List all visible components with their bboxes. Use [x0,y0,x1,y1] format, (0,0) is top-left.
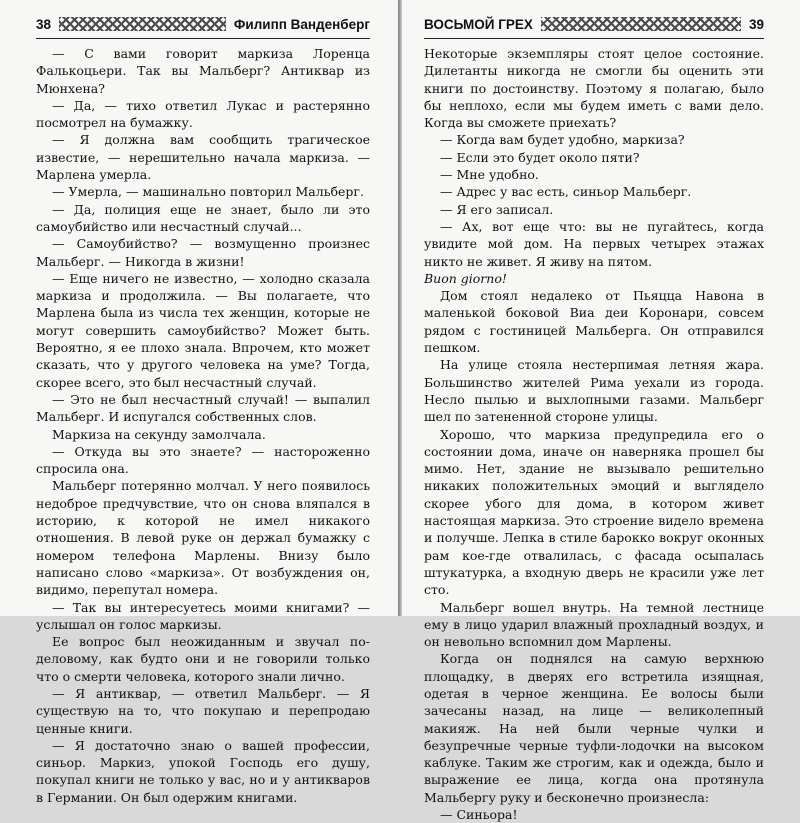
paragraph: — Я его записал. [440,201,554,217]
left-page [0,0,398,805]
paragraph: — Это не был несчастный случай! — выпалил Мальберг. И испугался собственных слов. [36,391,370,425]
paragraph: Хорошо, что маркиза предупредила его о состоянии дома, иначе он наверняка прошел бы мимо. Нет, здание не вызывало решительно никаких положительных эмоций и выглядело скорее убого для дома, в котором живет настоящая маркиза. Это строение видело времена и получше. Лепка в стиле барокко вокруг оконных рам кое-где отвалилась, с фасада осыпалась штукатурка, а входную дверь не красили уже лет сто. [424,426,764,598]
paragraph: Мальберг потерянно молчал. У него появилось недоброе предчувствие, что он снова вляпался в историю, к которой не имел никакого отношения. В левой руке он держал бумажку с номером телефона Марлены. Внизу было написано слово «маркиза». От возбуждения он, видимо, перепутал номера. [36,478,370,598]
left-page-number: 38 [36,16,52,32]
left-header-ornament [59,17,226,31]
left-running-header [36,10,370,39]
paragraph: — Я достаточно знаю о вашей профессии, синьор. Маркиз, упокой Господь его душу, покупал книги не только у вас, но и у антикваров в Германии. Он был одержим книгами. [36,737,370,805]
paragraph: На улице стояла нестерпимая летняя жара. Большинство жителей Рима уехали из города. Несло пылью и выхлопными газами. Мальберг шел по затененной стороне улицы. [424,357,764,425]
right-page [402,0,800,823]
paragraph: — Да, — тихо ответил Лукас и растерянно посмотрел на бумажку. [36,97,370,131]
paragraph: Buon giorno! [424,270,507,286]
paragraph: — Самоубийство? — возмущенно произнес Мальберг. — Никогда в жизни! [36,236,370,269]
paragraph: — Когда вам будет удобно, маркиза? [440,132,685,148]
right-page-number: 39 [748,16,764,32]
right-running-head: ВОСЬМОЙ ГРЕХ [424,16,533,32]
paragraph: Когда он поднялся на самую верхнюю площадку, в дверях его встретила изящная, одетая в черное женщина. Ее волосы были зачесаны назад, на лице — великолепный макияж. На ней были черные чулки и безупречные черные туфли-лодочки на высоком каблуке. Таким же строгим, как и одежда, было и выражение ее лица, когда она протянула Мальбергу руку и бесконечно произнесла: [424,651,764,805]
paragraph: — Так вы интересуетесь моими книгами? — услышал он голос маркизы. [36,599,370,632]
paragraph: — Еще ничего не известно, — холодно сказала маркиза и продолжила. — Вы полагаете, что Марлена была из числа тех женщин, которые не могут совершить самоубийство? Может быть. Вероятно, я ее плохо знала. Впрочем, кто может сказать, что у другого человека на уме? Тогда, скорее всего, это был несчастный случай. [36,270,370,390]
paragraph: Маркиза на секунду замолчала. [52,426,266,442]
paragraph: — Мне удобно. [440,167,539,183]
paragraph: — С вами говорит маркиза Лоренца Фалькоцьери. Так вы Мальберг? Антиквар из Мюнхена? [36,46,370,96]
paragraph: Мальберг вошел внутрь. На темной лестнице ему в лицо ударил влажный прохладный воздух, и он невольно вспомнил дом Марлены. [424,599,764,650]
paragraph: — Я антиквар, — ответил Мальберг. — Я существую на то, что покупаю и перепродаю ценные книги. [36,685,370,736]
paragraph: — Адрес у вас есть, синьор Мальберг. [440,184,692,200]
right-running-header [424,10,764,39]
right-header-ornament [541,17,741,31]
paragraph: — Откуда вы это знаете? — настороженно спросила она. [36,443,370,477]
paragraph: — Ах, вот еще что: вы не пугайтесь, когда увидите мой дом. На первых четырех этажах никто не живет. Я живу на пятом. [424,218,764,269]
paragraph: Ее вопрос был неожиданным и звучал по-деловому, как будто они и не говорили только что о смерти человека, которого знали лично. [36,634,370,684]
paragraph: — Я должна вам сообщить трагическое известие, — нерешительно начала маркиза. — Марлена умерла. [36,132,370,183]
paragraph: — Если это будет около пяти? [440,149,640,165]
right-body-text [424,45,764,823]
paragraph: Некоторые экземпляры стоят целое состояние. Дилетанты никогда не смогли бы оценить эти книги по достоинству. Поэтому я полагаю, было бы неплохо, если мы будем иметь с вами дело. Когда вы сможете приехать? [424,46,764,131]
left-running-head: Филипп Ванденберг [233,16,370,32]
paragraph: — Умерла, — машинально повторил Мальберг. [52,184,364,200]
left-body-text [36,45,370,806]
paragraph: — Да, полиция еще не знает, было ли это самоубийство или несчастный случай... [36,201,370,234]
paragraph: Дом стоял недалеко от Пьяцца Навона в маленькой боковой Виа деи Коронари, совсем рядом с гостиницей Мальберга. Он отправился пешком. [424,288,764,356]
paragraph: — Синьора! [440,807,518,823]
